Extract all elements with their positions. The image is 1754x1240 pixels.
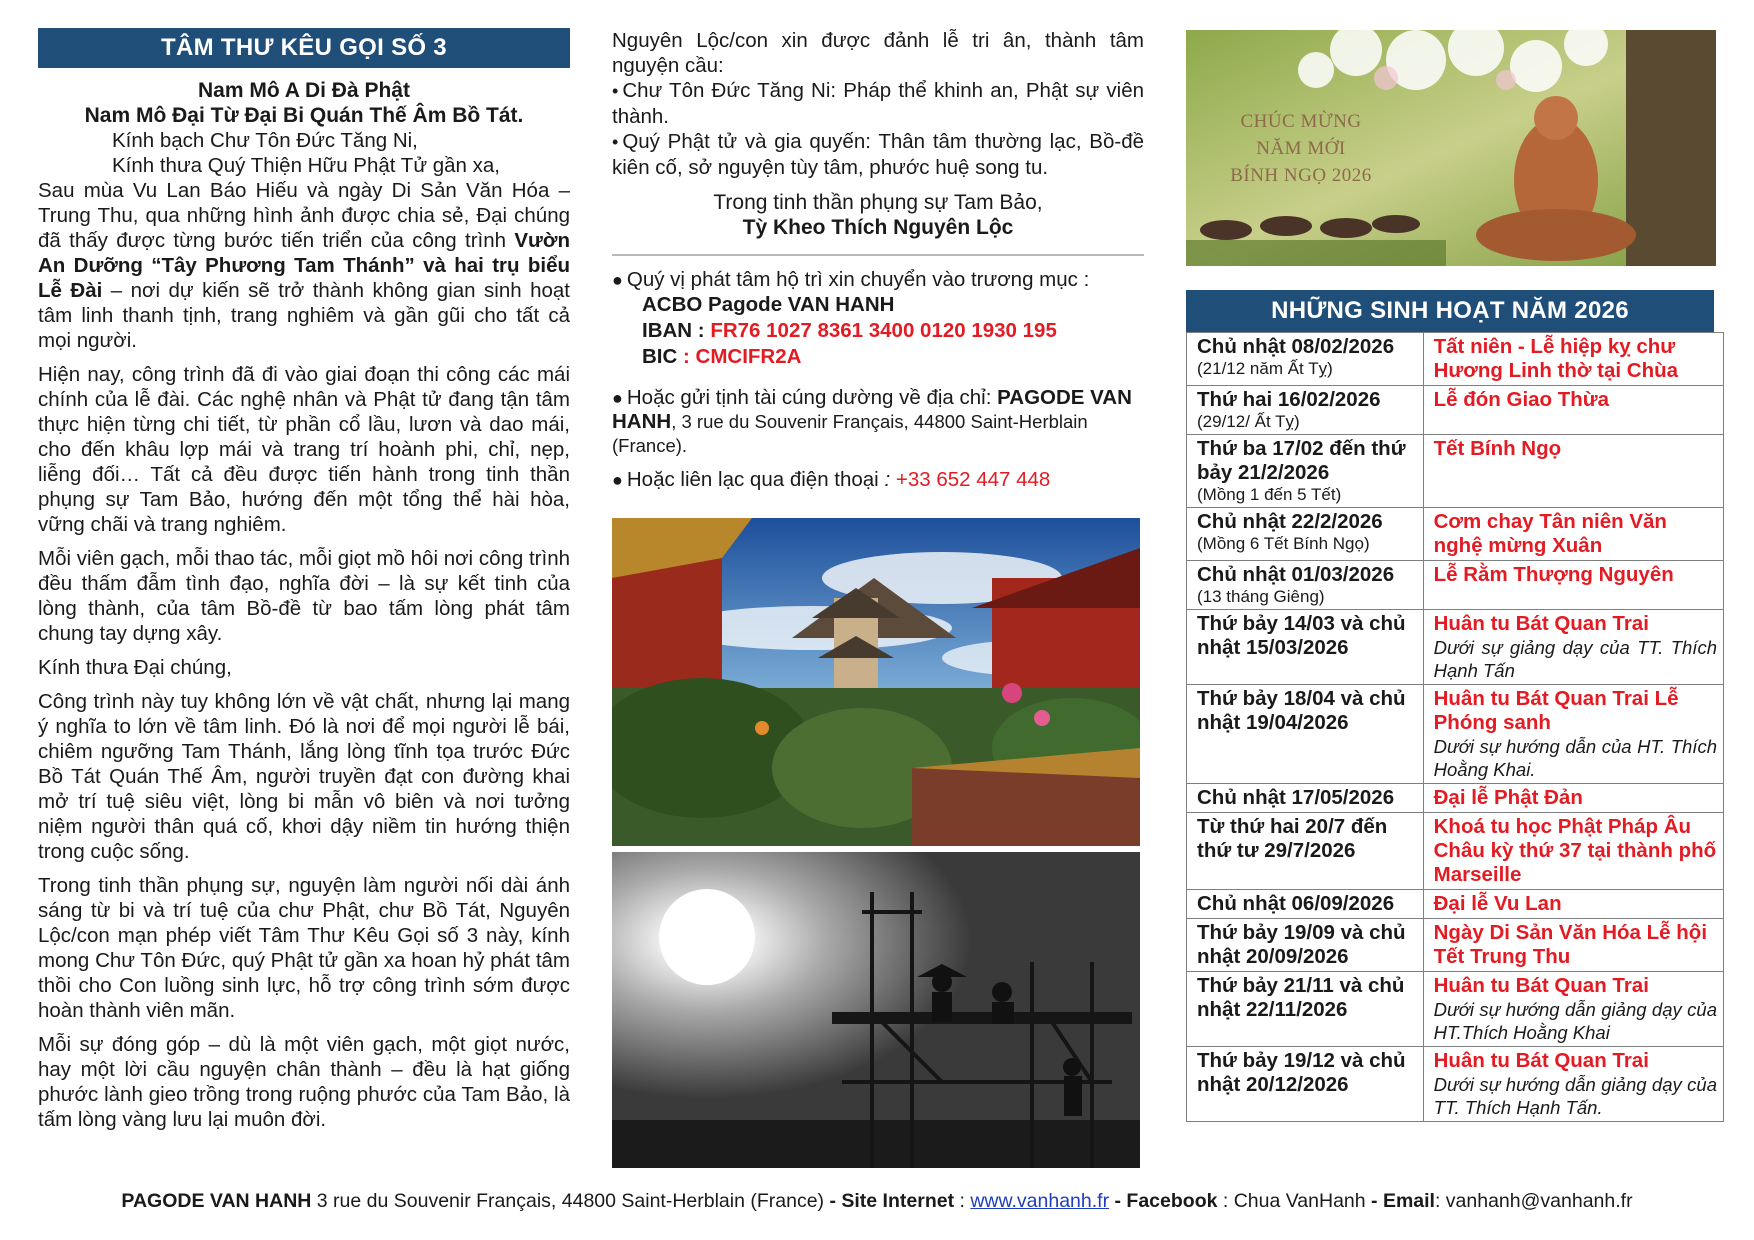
- schedule-activity-note: Dưới sự hướng dẫn của HT. Thích Hoằng Khai.: [1433, 736, 1717, 780]
- mail-line: [612, 386, 1144, 458]
- greeting-card-line-1: CHÚC MỪNG: [1240, 111, 1362, 132]
- schedule-date: Chủ nhật 22/2/2026: [1197, 510, 1383, 533]
- schedule-activity: Khoá tu học Phật Pháp Âu Châu kỳ thứ 37 tại thành phố Marseille: [1433, 815, 1717, 886]
- schedule-row: [1187, 784, 1724, 813]
- facebook-name: : Chua VanHanh: [1217, 1190, 1372, 1212]
- schedule-date: Thứ ba 17/02 đến thứ bảy 21/2/2026: [1197, 437, 1406, 484]
- email-address[interactable]: : vanhanh@vanhanh.fr: [1434, 1190, 1633, 1212]
- wish-1-text: Chư Tôn Đức Tăng Ni: Pháp thể khinh an, Phật sự viên thành.: [612, 79, 1144, 128]
- footer: [0, 1190, 1754, 1213]
- schedule-date-cell: [1187, 333, 1424, 386]
- footer-address: 3 rue du Souvenir Français, 44800 Saint-Herblain (France): [311, 1190, 830, 1212]
- schedule-activity-cell: [1423, 508, 1723, 561]
- schedule-row: [1187, 561, 1724, 610]
- schedule-date: Thứ hai 16/02/2026: [1197, 388, 1381, 411]
- schedule-date: Từ thứ hai 20/7 đến thứ tư 29/7/2026: [1197, 815, 1388, 862]
- schedule-lunar-date: (13 tháng Giêng): [1197, 587, 1325, 606]
- schedule-activity: Tết Bính Ngọ: [1433, 437, 1562, 460]
- schedule-date-cell: [1187, 386, 1424, 435]
- temple-garden-illustration: [612, 518, 1140, 846]
- schedule-row: [1187, 386, 1724, 435]
- schedule-row: [1187, 813, 1724, 890]
- schedule-activity: Ngày Di Sản Văn Hóa Lễ hội Tết Trung Thu: [1433, 921, 1708, 968]
- wish-2: [612, 129, 1144, 180]
- schedule-date-cell: [1187, 561, 1424, 610]
- schedule-activity-cell: [1423, 435, 1723, 508]
- footer-email-label: - Email: [1371, 1190, 1435, 1212]
- schedule-row: [1187, 333, 1724, 386]
- phone-line: [612, 468, 1144, 492]
- schedule-activity: Lễ đón Giao Thừa: [1433, 388, 1610, 411]
- schedule-date-cell: [1187, 508, 1424, 561]
- iban-line: [612, 318, 1144, 344]
- schedule-row: [1187, 435, 1724, 508]
- schedule-activity: Lễ Rằm Thượng Nguyên: [1433, 563, 1674, 586]
- schedule-date: Chủ nhật 01/03/2026: [1197, 563, 1395, 586]
- greeting-card-line-3: BÍNH NGỌ 2026: [1230, 165, 1372, 186]
- bic-value: : CMCIFR2A: [677, 345, 802, 368]
- schedule-title: NHỮNG SINH HOẠT NĂM 2026: [1186, 290, 1714, 332]
- letter-title: TÂM THƯ KÊU GỌI SỐ 3: [38, 28, 570, 68]
- schedule-date-cell: [1187, 685, 1424, 784]
- construction-photo: [612, 852, 1140, 1168]
- schedule-date: Thứ bảy 19/09 và chủ nhật 20/09/2026: [1197, 921, 1406, 968]
- schedule-activity-cell: [1423, 919, 1723, 972]
- paragraph-3: Mỗi viên gạch, mỗi thao tác, mỗi giọt mồ hôi nơi công trình đều thấm đẫm tình đạo, nghĩa đời – là sự kết tinh của lòng thành, của tâm Bồ-đề từ bao tấm lòng phát tâm chung tay dựng xây.: [38, 547, 570, 645]
- schedule-date: Chủ nhật 17/05/2026: [1197, 786, 1395, 809]
- prayer-line-2: Nam Mô Đại Từ Đại Bi Quán Thế Âm Bồ Tát.: [84, 104, 524, 127]
- donation-intro: [612, 268, 1144, 292]
- wish-2-text: Quý Phật tử và gia quyến: Thân tâm thường lạc, Bồ-đề kiên cố, sở nguyện tùy tâm, phước huệ song tu.: [612, 130, 1144, 179]
- schedule-row: [1187, 508, 1724, 561]
- paragraph-4: Kính thưa Đại chúng,: [38, 656, 232, 679]
- divider: [612, 254, 1144, 256]
- paragraph-1: [38, 178, 570, 353]
- prayer-line-1: Nam Mô A Di Đà Phật: [198, 79, 410, 102]
- closing-line: Trong tinh thần phụng sự Tam Bảo,: [713, 191, 1043, 214]
- mail-name: PAGODE VAN HANH: [612, 386, 1132, 433]
- schedule-date-cell: [1187, 784, 1424, 813]
- letter-column-left: [38, 28, 570, 1132]
- schedule-activity-note: Dưới sự giảng dạy của TT. Thích Hạnh Tấn: [1433, 637, 1717, 681]
- schedule-row: [1187, 890, 1724, 919]
- greeting-card-line-2: NĂM MỚI: [1256, 138, 1346, 159]
- donation-intro-text: Quý vị phát tâm hộ trì xin chuyển vào trương mục :: [626, 268, 1090, 291]
- schedule-row: [1187, 685, 1724, 784]
- schedule-date: Chủ nhật 06/09/2026: [1197, 892, 1395, 915]
- schedule-activity: Huân tu Bát Quan Trai: [1433, 612, 1649, 635]
- paragraph-2: Hiện nay, công trình đã đi vào giai đoạn thi công các mái chính của lễ đài. Các nghệ nhân và Phật tử đang tận tâm thực hiện từng chi tiết, từ phần cổ lầu, lươn và dao mái, cho đến khâu lợp mái và trang trí hoành phi, chỉ, nẹp, liễng đối… Tất cả đều được tiến hành trong tinh thần phụng sự Tam Bảo, hướng đến một tổng thể hài hòa, vững chãi và trang nghiêm.: [38, 363, 570, 536]
- schedule-activity-cell: [1423, 386, 1723, 435]
- bullet-icon: ●: [612, 470, 623, 490]
- greeting-line-1: Kính bạch Chư Tôn Đức Tăng Ni,: [112, 129, 418, 152]
- schedule-activity-note: Dưới sự hướng dẫn giảng dạy của HT.Thích Hoằng Khai: [1433, 999, 1717, 1043]
- schedule-lunar-date: (Mồng 6 Tết Bính Ngọ): [1197, 534, 1370, 553]
- schedule-date-cell: [1187, 919, 1424, 972]
- schedule-activity-cell: [1423, 685, 1723, 784]
- schedule-date-cell: [1187, 813, 1424, 890]
- bank-name: ACBO Pagode VAN HANH: [642, 293, 895, 316]
- phone-prefix: Hoặc liên lạc qua điện thoại: [626, 468, 885, 491]
- schedule-date-cell: [1187, 435, 1424, 508]
- iban-value: FR76 1027 8361 3400 0120 1930 195: [710, 319, 1057, 342]
- schedule-date-cell: [1187, 890, 1424, 919]
- bic-line: [612, 344, 1144, 370]
- paragraph-5: Công trình này tuy không lớn về vật chất, nhưng lại mang ý nghĩa to lớn về tâm linh. Đó là nơi để mọi người lễ bái, chiêm ngưỡng Tam Thánh, lắng lòng tĩnh tọa trước Đức Bồ Tát Quán Thế Âm, người truyền đạt con đường khai mở trí tuệ siêu việt, lòng bi mẫn vô biên và nơi tưởng niệm người thân quá cố, khơi dậy niềm tin hướng thiện trong cuộc sống.: [38, 690, 570, 863]
- paragraph-8: Nguyên Lộc/con xin được đảnh lễ tri ân, thành tâm nguyện cầu:: [612, 29, 1144, 77]
- new-year-greeting-text: [1206, 108, 1396, 189]
- schedule-activity-cell: [1423, 610, 1723, 685]
- schedule-row: [1187, 610, 1724, 685]
- wish-1: [612, 78, 1144, 129]
- schedule-date: Thứ bảy 21/11 và chủ nhật 22/11/2026: [1197, 974, 1405, 1021]
- schedule-date: Chủ nhật 08/02/2026: [1197, 335, 1395, 358]
- schedule-activity-note: Dưới sự hướng dẫn giảng dạy của TT. Thích Hạnh Tấn.: [1433, 1074, 1717, 1118]
- schedule-table: [1186, 332, 1724, 1122]
- schedule-date-cell: [1187, 610, 1424, 685]
- schedule-lunar-date: (29/12/ Ất Tỵ): [1197, 412, 1300, 431]
- schedule-activity: Huân tu Bát Quan Trai: [1433, 1049, 1649, 1072]
- schedule-activity: Huân tu Bát Quan Trai Lễ Phóng sanh: [1433, 687, 1679, 734]
- schedule-lunar-date: (21/12 năm Ất Tỵ): [1197, 359, 1333, 378]
- project-name: Vườn An Dưỡng “Tây Phương Tam Thánh” và hai trụ biểu Lễ Đài: [38, 229, 570, 302]
- schedule-date: Thứ bảy 18/04 và chủ nhật 19/04/2026: [1197, 687, 1406, 734]
- schedule-row: [1187, 919, 1724, 972]
- letter-column-middle: [612, 28, 1144, 492]
- temple-garden-photo: [612, 518, 1140, 846]
- schedule-activity-cell: [1423, 561, 1723, 610]
- schedule-date: Thứ bảy 19/12 và chủ nhật 20/12/2026: [1197, 1049, 1406, 1096]
- schedule-row: [1187, 1047, 1724, 1122]
- website-link[interactable]: www.vanhanh.fr: [970, 1190, 1110, 1212]
- schedule-activity: Đại lễ Vu Lan: [1433, 892, 1562, 915]
- paragraph-1-text-a: Sau mùa Vu Lan Báo Hiếu và ngày Di Sản Văn Hóa – Trung Thu, qua những hình ảnh được chia sẻ, Đại chúng đã thấy được từng bước tiến triển của công trình: [38, 179, 570, 252]
- schedule-date-cell: [1187, 1047, 1424, 1122]
- schedule-activity-cell: [1423, 1047, 1723, 1122]
- bullet-icon: ●: [612, 388, 623, 408]
- schedule-date-cell: [1187, 972, 1424, 1047]
- schedule-activity: Đại lễ Phật Đản: [1433, 786, 1583, 809]
- phone-sep: :: [884, 468, 896, 491]
- mail-prefix: Hoặc gửi tịnh tài cúng dường về địa chỉ:: [626, 386, 998, 409]
- schedule-activity-cell: [1423, 333, 1723, 386]
- bullet-icon: •: [612, 81, 619, 101]
- construction-illustration: [612, 852, 1140, 1168]
- schedule-activity-cell: [1423, 784, 1723, 813]
- footer-org: PAGODE VAN HANH: [121, 1190, 312, 1212]
- greeting-line-2: Kính thưa Quý Thiện Hữu Phật Tử gần xa,: [112, 154, 500, 177]
- footer-facebook-label: - Facebook: [1109, 1190, 1218, 1212]
- iban-label: IBAN :: [642, 319, 711, 342]
- schedule-section: [1186, 290, 1724, 1122]
- mail-address: , 3 rue du Souvenir Français, 44800 Saint-Herblain (France).: [612, 411, 1088, 456]
- bic-label: BIC: [642, 345, 678, 368]
- paragraph-6: Trong tinh thần phụng sự, nguyện làm người nối dài ánh sáng từ bi và trí tuệ của chư Phật, chư Bồ Tát, Nguyên Lộc/con mạn phép viết Tâm Thư Kêu Gọi số 3 này, kính mong Chư Tôn Đức, quý Phật tử gần xa hoan hỷ phát tâm thồi cho Con luồng sinh lực, hỗ trợ công trình sớm được hoàn thành viên mãn.: [38, 874, 570, 1022]
- footer-site-label: - Site Internet: [829, 1190, 955, 1212]
- schedule-activity: Tất niên - Lễ hiệp kỵ chư Hương Linh thờ tại Chùa: [1433, 335, 1679, 382]
- paragraph-1-text-b: – nơi dự kiến sẽ trở thành không gian sinh hoạt tâm linh thanh tịnh, trang nghiêm và gần gũi cho tất cả mọi người.: [38, 279, 570, 352]
- schedule-date: Thứ bảy 14/03 và chủ nhật 15/03/2026: [1197, 612, 1406, 659]
- schedule-row: [1187, 972, 1724, 1047]
- phone-number[interactable]: +33 652 447 448: [895, 468, 1051, 491]
- bullet-icon: ●: [612, 270, 623, 290]
- footer-site-sep: :: [954, 1190, 971, 1212]
- schedule-activity-cell: [1423, 813, 1723, 890]
- bullet-icon: •: [612, 132, 619, 152]
- new-year-greeting-photo: [1186, 30, 1716, 266]
- schedule-activity-cell: [1423, 972, 1723, 1047]
- schedule-activity: Cơm chay Tân niên Văn nghệ mừng Xuân: [1433, 510, 1667, 557]
- signature: Tỳ Kheo Thích Nguyên Lộc: [742, 216, 1014, 239]
- schedule-lunar-date: (Mồng 1 đến 5 Tết): [1197, 485, 1342, 504]
- schedule-activity-cell: [1423, 890, 1723, 919]
- schedule-activity: Huân tu Bát Quan Trai: [1433, 974, 1649, 997]
- paragraph-7: Mỗi sự đóng góp – dù là một viên gạch, một giọt nước, hay một lời cầu nguyện chân thành – đều là hạt giống phước lành gieo trồng trong ruộng phước của Tam Bảo, là tấm lòng vàng lưu lại muôn đời.: [38, 1033, 570, 1131]
